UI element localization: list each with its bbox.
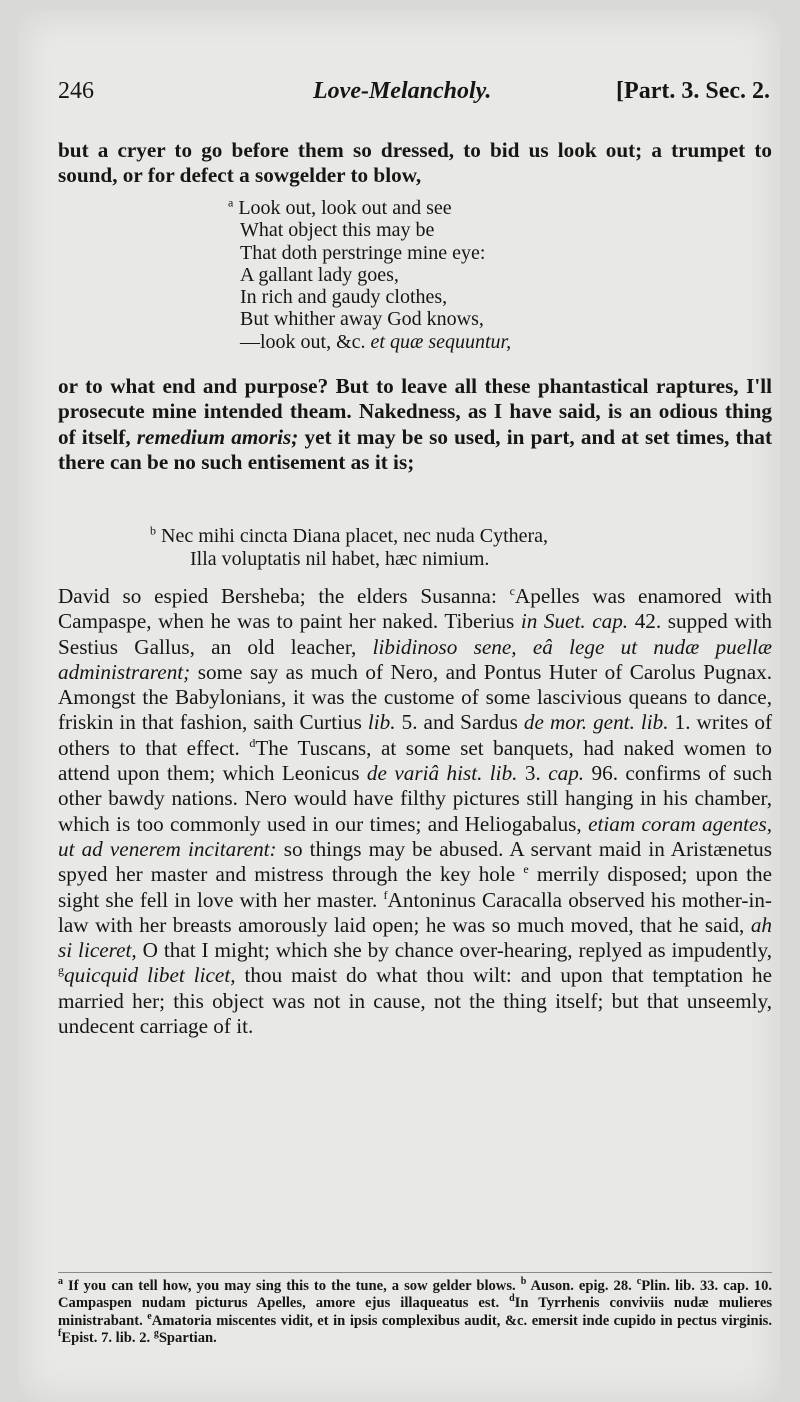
- latin-quote: [150, 525, 710, 571]
- paragraph-3: David so espied Bersheba; the elders Susanna: $^c$Apelles was enamored with Campaspe, when he was to paint her naked. Tiberius in Suet. cap. 42. supped with Sestius Gallus, an old leacher, libidinoso sene, eâ lege ut nudæ puellæ administrarent; some say as much of Nero, and Pontus Huter of Carolus Pugnax. Amongst the Babylonians, it was the custome of some lascivious queans to dance, friskin in that fashion, saith Curtius lib. 5. and Sardus de mor. gent. lib. 1. writes of others to that effect. $^d$The Tuscans, at some set banquets, had naked women to attend upon them; which Leonicus de variâ hist. lib. 3. cap. 96. confirms of such other bawdy nations. Nero would have filthy pictures still hanging in his chamber, which is too commonly used in our times; and Heliogabalus, etiam coram agentes, ut ad venerem incitarent: so things may be abused. A servant maid in Aristænetus spyed her master and mistress through the key hole $^e$ merrily disposed; upon the sight she fell in love with her master. $^f$Antoninus Caracalla observed his mother-in-law with her breasts amorously laid open; he was so much moved, that he said, ah si liceret, O that I might; which she by chance over-hearing, replyed as impudently, $^g$quicquid libet licet, thou maist do what thou wilt: and upon that temptation he married her; this object was not in cause, not the thing itself; but that unseemly, undecent carriage of it.: [58, 583, 773, 1039]
- paragraph-2: or to what end and purpose? But to leave all these phantastical raptures, I'll prosecute mine intended theam. Nakedness, as I have said, is an odious thing of itself, remedium amoris; yet it may be so used, in part, and at set times, that there can be no such entisement as it is;: [58, 374, 773, 474]
- footnote-marker-b: b: [150, 523, 156, 538]
- footnote-f: Epist. 7. lib. 2.: [61, 1330, 151, 1347]
- footnote-marker-e: e: [523, 862, 529, 877]
- page-number: 246: [58, 78, 94, 104]
- footnote-a: If you can tell how, you may sing this to the tune, a sow gelder blows.: [68, 1278, 516, 1294]
- page-header: [58, 78, 770, 112]
- footnote-rule: [58, 1272, 772, 1273]
- footnote-b: Auson. epig. 28.: [530, 1278, 632, 1294]
- footnote-e: Amatoria miscentes vidit, et in ipsis complexibus audit, &c. emersit inde cupido in pectus virginis.: [151, 1312, 773, 1329]
- section-reference: [Part. 3. Sec. 2.: [616, 78, 770, 104]
- footnote-c: Plin. lib. 33. cap. 10. Campaspen nudam picturus Apelles, amore ejus illaqueatus est.: [58, 1278, 773, 1312]
- verse-line: In rich and gaudy clothes,: [240, 286, 448, 309]
- verse-line: —look out, &c. et quæ sequuntur,: [240, 330, 512, 353]
- footnote-d: In Tyrrhenis conviviis nudæ mulieres ministrabant.: [58, 1295, 772, 1329]
- verse-line: But whither away God knows,: [240, 308, 484, 331]
- quote-line: Illa voluptatis nil habet, hæc nimium.: [190, 548, 490, 570]
- quote-line: $^b$ Nec mihi cincta Diana placet, nec nuda Cythera,: [150, 523, 549, 547]
- verse-line: What object this may be: [240, 219, 435, 242]
- verse-line: A gallant lady goes,: [240, 263, 399, 286]
- paragraph-1: but a cryer to go before them so dressed, to bid us look out; a trumpet to sound, or for defect a sowgelder to blow,: [58, 138, 772, 188]
- book-page: [18, 10, 780, 1402]
- footnote-marker-f: f: [383, 887, 388, 902]
- footnote-g: Spartian.: [158, 1330, 217, 1347]
- verse-block: [228, 197, 648, 353]
- running-title: Love-Melancholy.: [313, 78, 492, 104]
- verse-line: That doth perstringe mine eye:: [240, 241, 486, 264]
- footnote-marker-g: g: [58, 963, 64, 978]
- footnote-marker-d: d: [249, 735, 256, 750]
- footnote-marker-c: c: [509, 583, 515, 598]
- footnote-marker-a: a: [228, 195, 234, 210]
- verse-line: $^a$ Look out, look out and see: [228, 195, 452, 219]
- footnotes: $^a$ If you can tell how, you may sing this to the tune, a sow gelder blows. $^b$ Auson. epig. 28. $^c$Plin. lib. 33. cap. 10. Campaspen nudam picturus Apelles, amore ejus illaqueatus est. $^d$In Tyrrhenis conviviis nudæ mulieres ministrabant. $^e$Amatoria miscentes vidit, et in ipsis complexibus audit, &c. emersit inde cupido in pectus virginis. $^f$Epist. 7. lib. 2. $^g$Spartian.: [58, 1276, 773, 1347]
